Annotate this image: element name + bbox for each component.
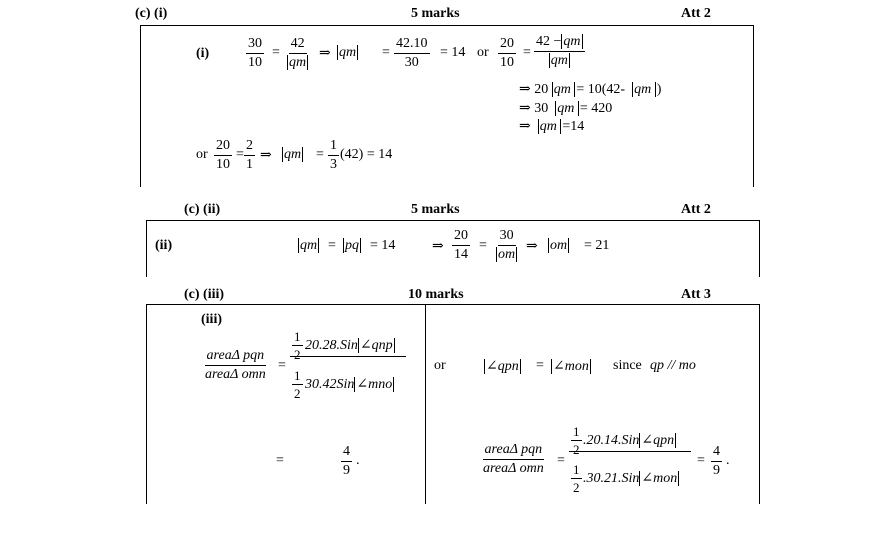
main-fraction-bar <box>290 356 406 357</box>
fraction: areaΔ pqn areaΔ omn <box>205 348 266 382</box>
fraction: $\frac{1}{2}$ <box>573 462 580 495</box>
fraction: $\frac{20}{14}$ <box>454 228 468 262</box>
section-cii-marks: 5 marks <box>411 202 460 217</box>
equals-sign: = <box>523 45 531 60</box>
fraction: $\frac{1}{2}$ <box>294 368 301 401</box>
fraction: $\frac{30}{10}$ <box>248 36 262 70</box>
part-ii-label: (ii) <box>155 238 173 253</box>
fraction: $\frac{4}{9}$ <box>343 444 350 478</box>
fraction: $\frac{1}{2}$ <box>294 329 301 362</box>
ciii-right-denominator: .30.21.Sin ∠mon <box>583 471 678 486</box>
equals-sign: = <box>236 147 244 162</box>
equals-sign: = <box>272 45 280 60</box>
equals-sign: = <box>316 147 324 162</box>
period: . <box>726 453 730 468</box>
section-ciii-label: (c) (iii) <box>184 287 225 302</box>
result: = 21 <box>584 238 610 253</box>
equals-sign: = <box>536 358 544 373</box>
parallel-condition: qp // mo <box>650 358 696 373</box>
fraction: $\frac{42}{qm}$ <box>289 36 307 70</box>
equals-sign: = <box>328 238 336 253</box>
implies-symbol: ⇒ <box>432 239 444 254</box>
section-ciii-divider <box>425 304 426 504</box>
fraction: $\frac{1}{2}$ <box>573 424 580 457</box>
ci-step-2: ⇒ 30 qm = 420 <box>519 101 613 116</box>
result: = 14 <box>440 45 466 60</box>
abs-qm: qm <box>284 147 302 162</box>
fraction: $\frac{20}{10}$ <box>500 36 514 70</box>
section-ci-attempt: Att 2 <box>681 6 711 21</box>
ci-step-3: ⇒ qm =14 <box>519 119 585 134</box>
result: (42) = 14 <box>340 147 393 162</box>
equals-sign: = <box>382 45 390 60</box>
implies-symbol: ⇒ <box>260 148 272 163</box>
fraction: $\frac{30}{om}$ <box>498 228 516 262</box>
equals-sign: = <box>479 238 487 253</box>
fraction: $\frac{4}{9}$ <box>713 444 720 478</box>
ciii-right-numerator: .20.14.Sin ∠qpn <box>583 433 675 448</box>
period: . <box>356 453 360 468</box>
ci-step-1: ⇒ 20 qm = 10(42- qm ) <box>519 82 662 97</box>
section-ciii-marks: 10 marks <box>408 287 464 302</box>
implies-symbol: ⇒ <box>319 46 331 61</box>
section-cii-label: (c) (ii) <box>184 202 221 217</box>
part-iii-label: (iii) <box>201 312 222 327</box>
implies-symbol: ⇒ <box>526 239 538 254</box>
equals-sign: = <box>557 453 565 468</box>
section-ci-label: (c) (i) <box>135 6 168 21</box>
or-text: or <box>196 147 208 162</box>
or-text: or <box>477 45 489 60</box>
ciii-left-numerator: 20.28.Sin ∠qnp <box>305 338 393 353</box>
equals-sign: = <box>278 358 286 373</box>
main-fraction-bar <box>569 451 691 452</box>
section-ci-marks: 5 marks <box>411 6 460 21</box>
abs-qm: qm <box>300 238 318 253</box>
abs-qm: qm <box>339 45 357 60</box>
fraction: $\frac{42 - qm}{qm}$ <box>534 35 585 68</box>
value: = 14 <box>370 238 396 253</box>
fraction: areaΔ pqn areaΔ omn <box>483 442 544 476</box>
abs-angle-qpn: ∠qpn <box>486 359 519 374</box>
fraction: $\frac{2}{1}$ <box>246 138 253 172</box>
or-text: or <box>434 358 446 373</box>
fraction: $\frac{1}{3}$ <box>330 138 337 172</box>
abs-angle-mon: ∠mon <box>553 359 589 374</box>
fraction: $\frac{20}{10}$ <box>216 138 230 172</box>
ciii-left-denominator: 30.42Sin ∠mno <box>305 377 393 392</box>
section-ciii-attempt: Att 3 <box>681 287 711 302</box>
abs-om: om <box>550 238 568 253</box>
abs-pq: pq <box>345 238 359 253</box>
section-cii-attempt: Att 2 <box>681 202 711 217</box>
fraction: $\frac{42.10}{30}$ <box>396 36 428 70</box>
since-text: since <box>613 358 642 373</box>
equals-sign: = <box>276 453 284 468</box>
part-i-label: (i) <box>196 46 210 61</box>
equals-sign: = <box>697 453 705 468</box>
